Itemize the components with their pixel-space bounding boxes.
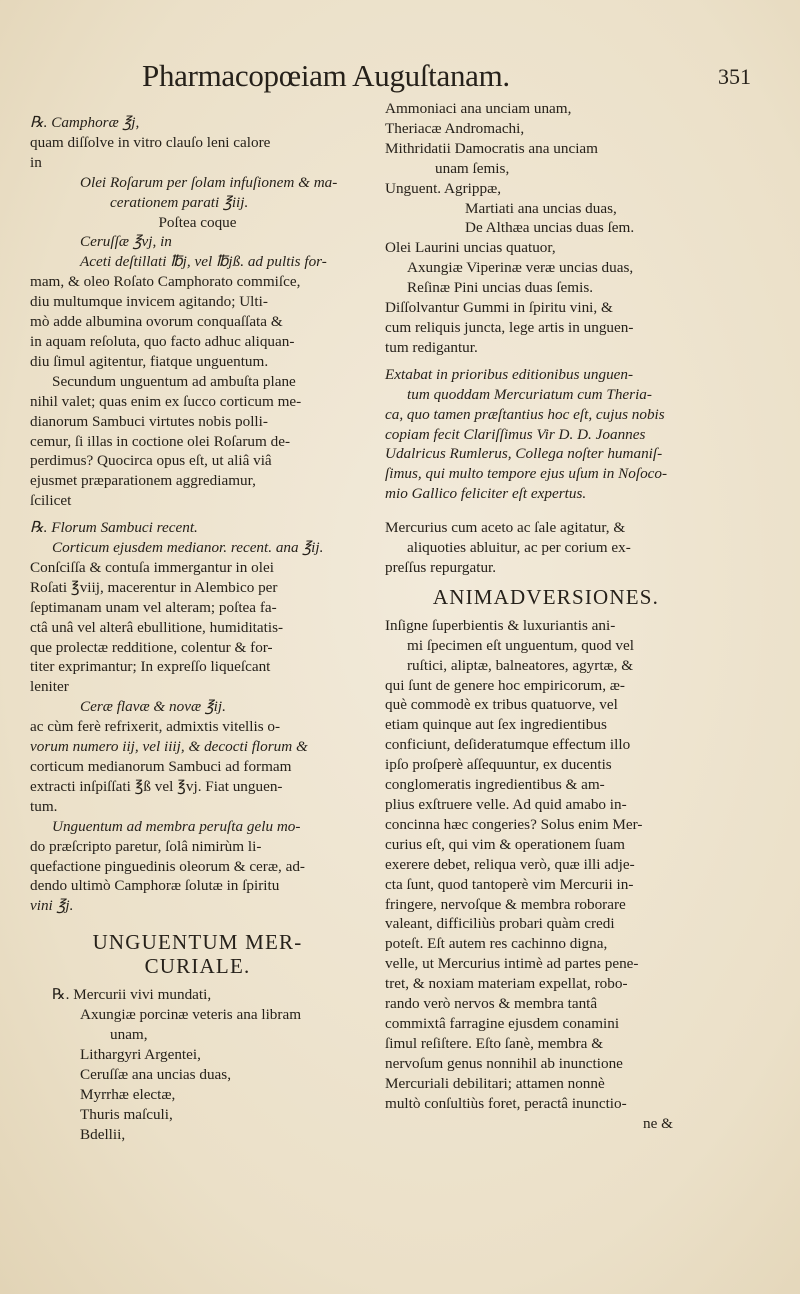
section-heading: CURIALE. bbox=[144, 954, 251, 979]
text-line: Martiati ana uncias duas, bbox=[465, 199, 617, 217]
text-line: exerere debet, reliqua verò, quæ illi adje- bbox=[385, 855, 635, 873]
text-line: diu multumque invicem agitando; Ulti- bbox=[30, 293, 268, 311]
text-line: ipſo proſperè aſſequuntur, ex ducentis bbox=[385, 756, 612, 774]
text-line: ſimul reſiſtere. Eſto ſanè, membra & bbox=[385, 1034, 604, 1052]
text-line: Axungiæ porcinæ veteris ana libram bbox=[80, 1006, 302, 1024]
text-line: Ceræ flavæ & novæ ℥ij. bbox=[80, 698, 226, 716]
text-line: cta ſunt, quod tantoperè vim Mercurii in- bbox=[385, 875, 634, 893]
text-line: in aquam reſoluta, quo facto adhuc aliquan- bbox=[30, 332, 295, 350]
text-line: poteſt. Eſt autem res cachinno digna, bbox=[385, 935, 608, 953]
text-line: leniter bbox=[30, 678, 69, 696]
text-line: Myrrhæ electæ, bbox=[80, 1085, 176, 1103]
text-line: Unguentum ad membra peruſta gelu mo- bbox=[52, 817, 301, 835]
text-line: tum quoddam Mercuriatum cum Theria- bbox=[407, 385, 652, 403]
text-line: nervoſum genus nonnihil ab inunctione bbox=[385, 1054, 623, 1072]
text-line: ctâ unâ vel alterâ ebullitione, humiditatis- bbox=[30, 618, 284, 636]
text-line: ſeptimanam unam vel alteram; poſtea fa- bbox=[30, 598, 277, 616]
text-line: Olei Laurini uncias quatuor, bbox=[385, 239, 556, 257]
text-line: cerationem parati ℥iij. bbox=[110, 193, 249, 211]
text-line: Ammoniaci ana unciam unam, bbox=[385, 100, 572, 117]
text-line: ejusmet præparationem aggrediamur, bbox=[30, 472, 256, 490]
text-line: Axungiæ Viperinæ veræ uncias duas, bbox=[407, 259, 634, 277]
text-line: quam diſſolve in vitro clauſo leni calore bbox=[30, 133, 271, 151]
text-line: Roſati ℥viij, macerentur in Alembico per bbox=[30, 578, 278, 596]
text-line: ℞. Camphoræ ℥j, bbox=[30, 114, 140, 131]
section-heading: UNGUENTUM MER- bbox=[92, 930, 303, 955]
text-line: Inſigne ſuperbientis & luxuriantis ani- bbox=[385, 616, 616, 634]
text-line: Thuris maſculi, bbox=[80, 1105, 173, 1123]
section-heading: ANIMADVERSIONES. bbox=[432, 584, 660, 609]
text-line: Extabat in prioribus editionibus unguen- bbox=[385, 365, 634, 383]
text-line: unam, bbox=[110, 1026, 148, 1044]
text-line: fringere, nervoſque & membra roborare bbox=[385, 895, 626, 913]
left-column bbox=[30, 113, 365, 1145]
text-line: ruſtici, aliptæ, balneatores, agyrtæ, & bbox=[407, 656, 634, 674]
text-line: aliquoties abluitur, ac per corium ex- bbox=[407, 539, 631, 557]
running-title: Pharmacopœiam Auguſtanam. bbox=[142, 58, 510, 93]
text-line: velle, ut Mercurius intimè ad partes pene- bbox=[385, 955, 639, 973]
text-line: quefactione pinguedinis oleorum & ceræ, ad- bbox=[30, 857, 305, 875]
text-line: copiam fecit Clariſſimus Vir D. D. Joannes bbox=[385, 425, 646, 443]
text-line: unam ſemis, bbox=[435, 159, 510, 177]
text-line: tret, & noxiam materiam expellat, robo- bbox=[385, 975, 628, 993]
text-line: curius eſt, qui vim & operationem ſuam bbox=[385, 835, 625, 853]
text-line: què commodè ex tribus quatuorve, vel bbox=[385, 696, 618, 714]
text-line: preſſus repurgatur. bbox=[385, 558, 497, 576]
text-line: do præſcripto paretur, ſolâ nimirùm li- bbox=[30, 837, 262, 855]
text-line: dianorum Sambuci virtutes nobis polli- bbox=[30, 412, 268, 430]
text-line: nihil valet; quas enim ex ſucco corticum me- bbox=[30, 392, 302, 410]
text-line: mò adde albumina ovorum conquaſſata & bbox=[30, 313, 283, 331]
text-line: Corticum ejusdem medianor. recent. ana ℥ij. bbox=[52, 539, 324, 557]
text-line: ac cùm ferè refrixerit, admixtis vitellis o- bbox=[30, 718, 281, 736]
page-header bbox=[0, 58, 800, 98]
text-line: multò conſultiùs foret, peractâ inunctio- bbox=[385, 1094, 627, 1112]
text-line: mam, & oleo Roſato Camphorato commiſce, bbox=[30, 273, 301, 291]
text-line: ne & bbox=[643, 1114, 673, 1132]
page-number: 351 bbox=[718, 64, 751, 89]
text-line: Ceruſſæ ana uncias duas, bbox=[80, 1065, 231, 1083]
text-line: extracti inſpiſſati ℥ß vel ℥vj. Fiat unguen- bbox=[30, 777, 283, 795]
text-line: ℞. Florum Sambuci recent. bbox=[30, 519, 198, 537]
text-line: perdimus? Quocirca opus eſt, ut aliâ viâ bbox=[30, 452, 272, 470]
text-line: Secundum unguentum ad ambuſta plane bbox=[52, 372, 296, 390]
text-line: Diſſolvantur Gummi in ſpiritu vini, & bbox=[385, 299, 613, 317]
text-line: Conſciſſa & contuſa immergantur in olei bbox=[30, 558, 274, 576]
text-line: ca, quo tamen præſtantius hoc eſt, cujus nobis bbox=[385, 405, 665, 423]
text-line: dendo ultimò Camphoræ ſolutæ in ſpiritu bbox=[30, 877, 280, 895]
text-line: plius exſtruere velle. Ad quid amabo in- bbox=[385, 796, 627, 813]
text-line: tum. bbox=[30, 797, 58, 815]
text-line: ſimus, qui multo tempore ejus uſum in Noſoco- bbox=[385, 465, 668, 483]
text-line: Olei Roſarum per ſolam infuſionem & ma- bbox=[80, 173, 338, 191]
text-line: Ceruſſæ ℥vj, in bbox=[80, 233, 172, 251]
text-line: rando verò nervos & membra tantâ bbox=[385, 995, 598, 1013]
text-line: Unguent. Agrippæ, bbox=[385, 179, 502, 197]
text-line: etiam quinque aut ſex ingredientibus bbox=[385, 716, 607, 734]
text-line: Poſtea coque bbox=[158, 213, 237, 231]
text-line: corticum medianorum Sambuci ad formam bbox=[30, 758, 292, 775]
text-line: cum reliquis juncta, lege artis in unguen- bbox=[385, 318, 634, 336]
text-line: diu ſimul agitentur, fiatque unguentum. bbox=[30, 352, 269, 370]
text-line: vini ℥j. bbox=[30, 897, 74, 915]
text-line: ſcilicet bbox=[30, 492, 72, 510]
text-line: conficiunt, deſideratumque effectum illo bbox=[385, 736, 631, 754]
text-line: concinna hæc congeries? Solus enim Mer- bbox=[385, 815, 643, 833]
text-line: Reſinæ Pini uncias duas ſemis. bbox=[407, 279, 594, 297]
text-line: mio Gallico feliciter eſt expertus. bbox=[385, 485, 587, 503]
text-line: in bbox=[30, 153, 42, 171]
text-line: tum redigantur. bbox=[385, 338, 478, 356]
text-line: vorum numero iij, vel iiij, & decocti florum & bbox=[30, 738, 308, 756]
text-line: commixtâ farragine ejusdem conamini bbox=[385, 1014, 620, 1032]
text-line: mi ſpecimen eſt unguentum, quod vel bbox=[407, 636, 634, 654]
text-line: Mithridatii Damocratis ana unciam bbox=[385, 139, 598, 157]
text-line: cemur, ſi illas in coctione olei Roſarum de- bbox=[30, 432, 291, 450]
text-line: Lithargyri Argentei, bbox=[80, 1045, 201, 1063]
text-line: ℞. Mercurii vivi mundati, bbox=[52, 986, 212, 1004]
text-line: valeant, difficiliùs probari quàm credi bbox=[385, 915, 615, 933]
text-line: conglomeratis ingredientibus & am- bbox=[385, 776, 605, 794]
text-line: Mercurius cum aceto ac ſale agitatur, & bbox=[385, 519, 626, 537]
text-line: Theriacæ Andromachi, bbox=[385, 119, 525, 137]
text-line: Mercuriali debilitari; attamen nonnè bbox=[385, 1074, 605, 1092]
text-line: Aceti deſtillati ℔j, vel ℔jß. ad pultis for- bbox=[80, 253, 327, 271]
text-line: qui ſunt de genere hoc empiricorum, æ- bbox=[385, 676, 625, 694]
text-line: De Althæa uncias duas ſem. bbox=[465, 219, 635, 237]
right-column bbox=[385, 99, 707, 1133]
text-line: que prolectæ redditione, colentur & for- bbox=[30, 638, 273, 656]
text-line: titer exprimantur; In expreſſo liqueſcant bbox=[30, 658, 271, 676]
text-line: Bdellii, bbox=[80, 1125, 126, 1143]
text-line: Udalricus Rumlerus, Collega noſter humaniſ- bbox=[385, 445, 663, 463]
